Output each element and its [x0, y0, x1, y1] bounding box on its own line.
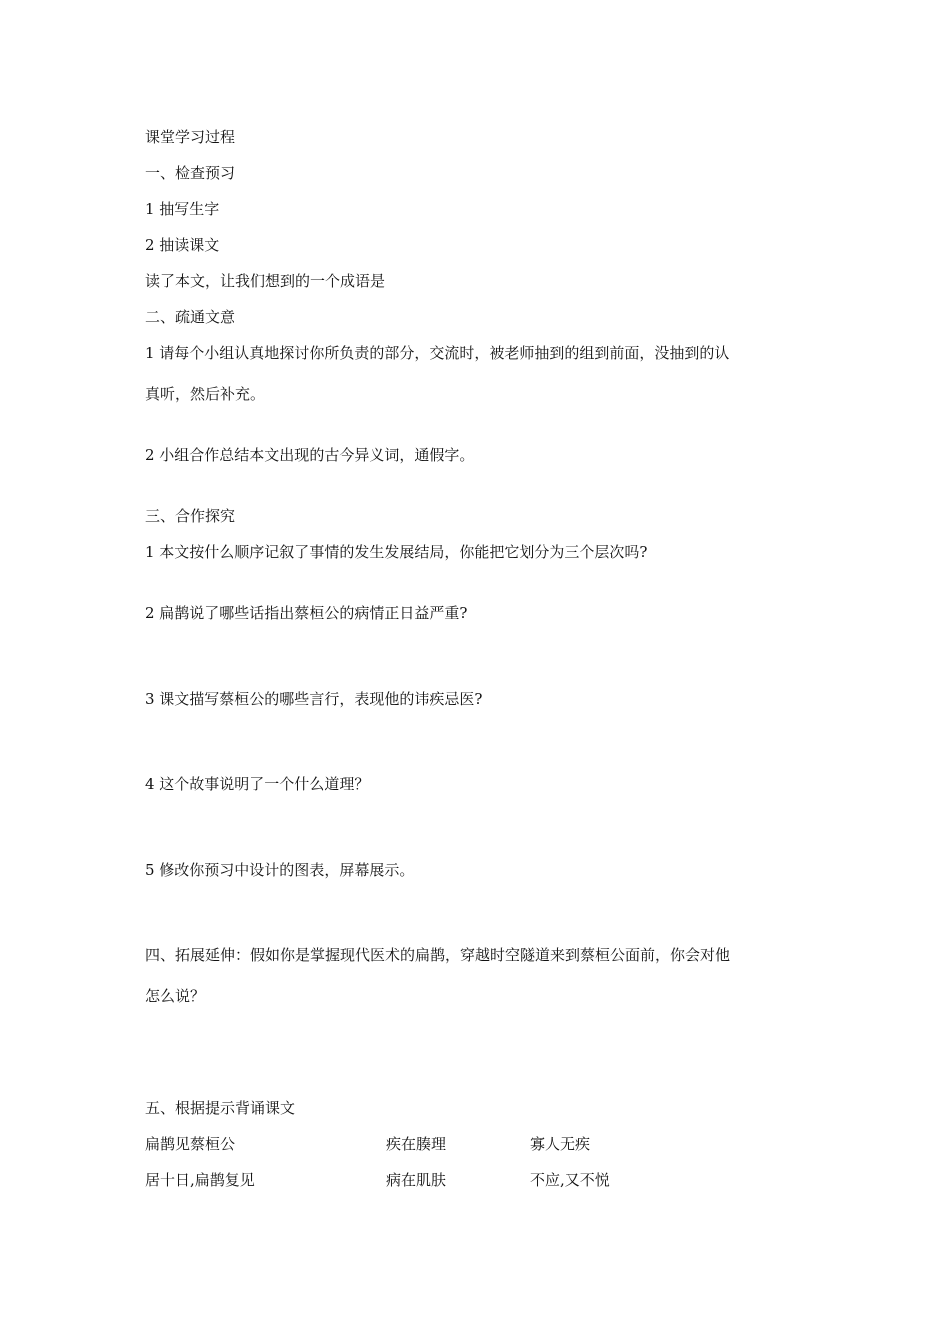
recite-row2-col2: 病在肌肤	[386, 1171, 447, 1189]
recite-row1-col2: 疾在腠理	[386, 1135, 447, 1153]
question-5: 5 修改你预习中设计的图表，屏幕展示。	[145, 861, 415, 879]
group-discussion-line2: 真听，然后补充。	[145, 385, 266, 403]
recite-row1-col3: 寡人无疾	[530, 1135, 591, 1153]
recite-row2-col1: 居十日,扁鹊复见	[145, 1171, 255, 1189]
item-read-text: 2 抽读课文	[145, 236, 220, 254]
recite-row2-col3: 不应,又不悦	[530, 1171, 610, 1189]
item-write-characters: 1 抽写生字	[145, 200, 220, 218]
section-heading-cooperative-inquiry: 三、合作探究	[145, 507, 236, 525]
group-discussion-line1: 1 请每个小组认真地探讨你所负责的部分，交流时，被老师抽到的组到前面，没抽到的认	[145, 344, 730, 362]
question-4: 4 这个故事说明了一个什么道理？	[145, 775, 370, 793]
idiom-prompt: 读了本文，让我们想到的一个成语是	[145, 272, 386, 290]
question-3: 3 课文描写蔡桓公的哪些言行，表现他的讳疾忌医?	[145, 690, 483, 708]
question-1: 1 本文按什么顺序记叙了事情的发生发展结局，你能把它划分为三个层次吗?	[145, 543, 648, 561]
extension-line1: 四、拓展延伸：假如你是掌握现代医术的扁鹊，穿越时空隧道来到蔡桓公面前，你会对他	[145, 946, 731, 964]
question-2: 2 扁鹊说了哪些话指出蔡桓公的病情正日益严重?	[145, 604, 468, 622]
extension-line2: 怎么说？	[145, 987, 206, 1005]
page-title: 课堂学习过程	[145, 128, 236, 146]
recite-row1-col1: 扁鹊见蔡桓公	[145, 1135, 236, 1153]
section-heading-understand-text: 二、疏通文意	[145, 308, 236, 326]
section-heading-recite: 五、根据提示背诵课文	[145, 1099, 296, 1117]
group-summary: 2 小组合作总结本文出现的古今异义词，通假字。	[145, 446, 475, 464]
section-heading-check-preview: 一、检查预习	[145, 164, 236, 182]
